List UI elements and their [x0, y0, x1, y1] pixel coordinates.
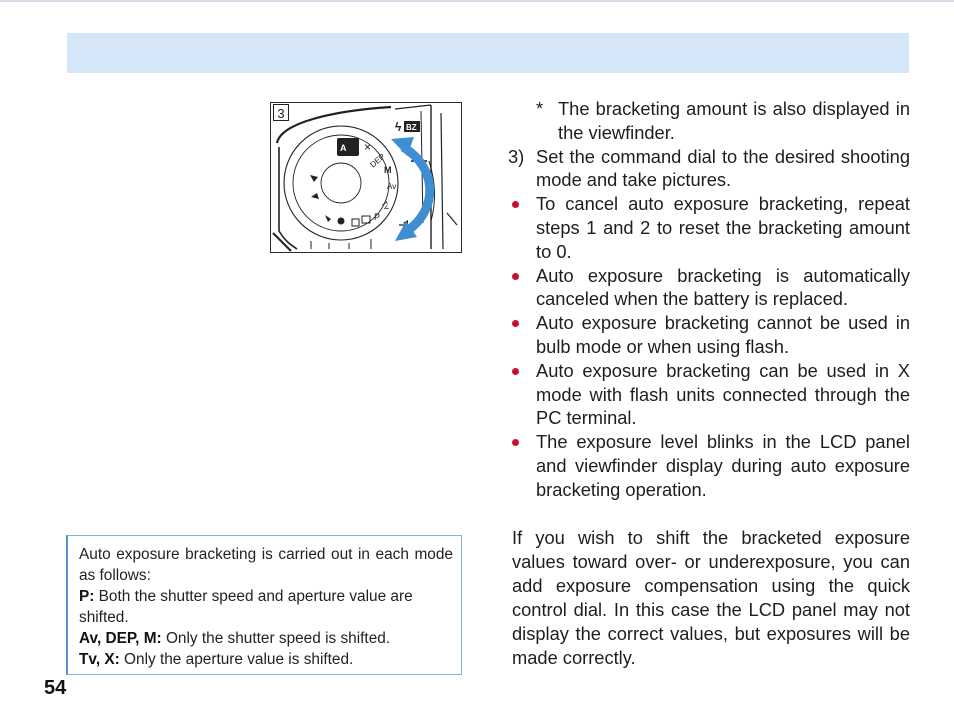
list-item: [508, 359, 910, 430]
list-item: [508, 97, 910, 145]
info-row-p: [79, 586, 453, 628]
list-item-text: Auto exposure bracketing can be used in X mode with flash units connected through the PC terminal.: [536, 359, 910, 429]
bullet-icon: [508, 264, 534, 288]
page-number: 54: [44, 677, 67, 699]
info-intro: Auto exposure bracketing is carried out in each mode as follows:: [79, 546, 453, 584]
list-item-text: To cancel auto exposure bracketing, repeat steps 1 and 2 to reset the bracketing amount to 0.: [536, 193, 910, 262]
svg-text:P: P: [374, 212, 381, 222]
list-item-text: Auto exposure bracketing is automatically canceled when the battery is replaced.: [536, 264, 910, 310]
info-row-text: Only the aperture value is shifted.: [119, 651, 354, 668]
svg-text:DEP: DEP: [368, 151, 387, 170]
bullet-icon: [508, 430, 534, 454]
info-row-text: Both the shutter speed and aperture value are shifted.: [79, 588, 413, 626]
bullet-icon: [508, 192, 534, 216]
command-dial-illustration: [270, 102, 462, 253]
info-row-tv-x: [79, 649, 453, 670]
bullet-icon: [508, 359, 534, 383]
svg-text:Tv: Tv: [379, 199, 392, 212]
camera-top-drawing: [271, 103, 461, 252]
info-row-label: Av, DEP, M:: [79, 630, 162, 647]
right-column: [508, 97, 910, 502]
header-band: [67, 33, 909, 73]
list-item: [508, 192, 910, 263]
list-item: [508, 311, 910, 359]
svg-text:M: M: [384, 165, 392, 175]
info-row-label: Tv, X:: [79, 651, 120, 668]
svg-text:A: A: [340, 143, 347, 153]
bullet-icon: [508, 311, 534, 335]
list-item: [508, 145, 910, 193]
list-item-text: The exposure level blinks in the LCD panel and viewfinder display during auto exposure bracketing operation.: [536, 431, 910, 500]
svg-text:Av: Av: [387, 182, 397, 191]
list-item-text: Set the command dial to the desired shooting mode and take pictures.: [536, 145, 910, 191]
bracketing-info-box: [66, 535, 462, 675]
svg-text:×: ×: [364, 140, 372, 154]
asterisk-marker: *: [536, 98, 544, 119]
info-row-label: P:: [79, 588, 95, 605]
svg-text:BZ: BZ: [406, 123, 417, 132]
list-item-text: The bracketing amount is also displayed in the viewfinder.: [558, 98, 910, 143]
list-item: [508, 264, 910, 312]
compensation-paragraph: If you wish to shift the bracketed exposure values toward over- or underexposure, you can add exposure compensation using the quick control dial. In this case the LCD panel may not display the correct values, but exposures will be made correctly.: [512, 527, 910, 668]
figure-number: 3: [273, 104, 289, 121]
list-item: [508, 430, 910, 501]
list-item-text: Auto exposure bracketing cannot be used in bulb mode or when using flash.: [536, 312, 910, 357]
top-rule: [0, 0, 954, 2]
info-row-text: Only the shutter speed is shifted.: [161, 630, 391, 647]
svg-text:ϟ: ϟ: [395, 120, 402, 134]
step-number: 3): [508, 145, 525, 167]
info-row-av-dep-m: [79, 628, 453, 649]
